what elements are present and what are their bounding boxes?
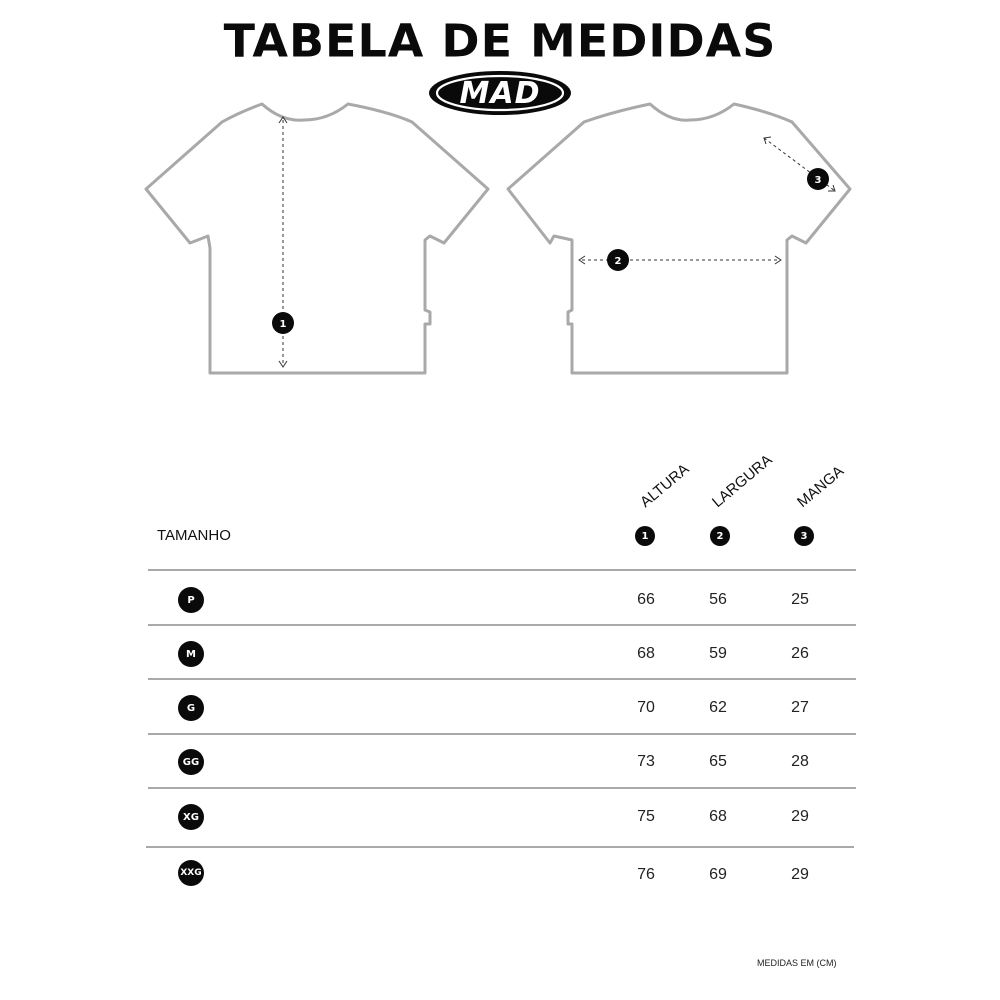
column-marker-largura: 2 xyxy=(710,526,730,546)
cell-largura: 62 xyxy=(709,699,727,716)
cell-altura: 70 xyxy=(637,699,655,716)
table-row xyxy=(0,573,1000,627)
column-marker-manga: 3 xyxy=(794,526,814,546)
logo-text: MAD xyxy=(459,76,541,111)
column-header-largura: LARGURA xyxy=(709,451,776,511)
cell-manga: 25 xyxy=(791,591,809,608)
cell-manga: 27 xyxy=(791,699,809,716)
cell-manga: 28 xyxy=(791,753,809,770)
table-divider xyxy=(148,569,856,571)
cell-largura: 68 xyxy=(709,808,727,825)
table-row xyxy=(0,627,1000,681)
cell-manga: 29 xyxy=(791,808,809,825)
size-badge: GG xyxy=(178,749,204,775)
marker-largura: 2 xyxy=(614,256,622,267)
shirt-front-diagram xyxy=(140,98,500,383)
units-footnote: MEDIDAS EM (CM) xyxy=(757,958,837,968)
cell-manga: 29 xyxy=(791,866,809,883)
marker-manga: 3 xyxy=(814,175,822,186)
table-row xyxy=(0,848,1000,902)
cell-largura: 69 xyxy=(709,866,727,883)
column-header-manga: MANGA xyxy=(794,462,848,511)
size-badge: P xyxy=(178,587,204,613)
cell-altura: 66 xyxy=(637,591,655,608)
column-marker-altura: 1 xyxy=(635,526,655,546)
page-title: TABELA DE MEDIDAS xyxy=(223,14,777,68)
cell-altura: 73 xyxy=(637,753,655,770)
size-badge: M xyxy=(178,641,204,667)
marker-altura: 1 xyxy=(279,319,287,330)
table-row xyxy=(0,681,1000,735)
cell-largura: 65 xyxy=(709,753,727,770)
size-column-header: TAMANHO xyxy=(157,527,231,544)
cell-largura: 59 xyxy=(709,645,727,662)
cell-altura: 76 xyxy=(637,866,655,883)
cell-altura: 68 xyxy=(637,645,655,662)
cell-altura: 75 xyxy=(637,808,655,825)
table-row xyxy=(0,735,1000,789)
shirt-back-diagram xyxy=(502,98,862,383)
table-row xyxy=(0,790,1000,844)
cell-largura: 56 xyxy=(709,591,727,608)
column-header-altura: ALTURA xyxy=(637,460,693,511)
size-badge: XXG xyxy=(178,860,204,886)
size-badge: XG xyxy=(178,804,204,830)
cell-manga: 26 xyxy=(791,645,809,662)
size-badge: G xyxy=(178,695,204,721)
